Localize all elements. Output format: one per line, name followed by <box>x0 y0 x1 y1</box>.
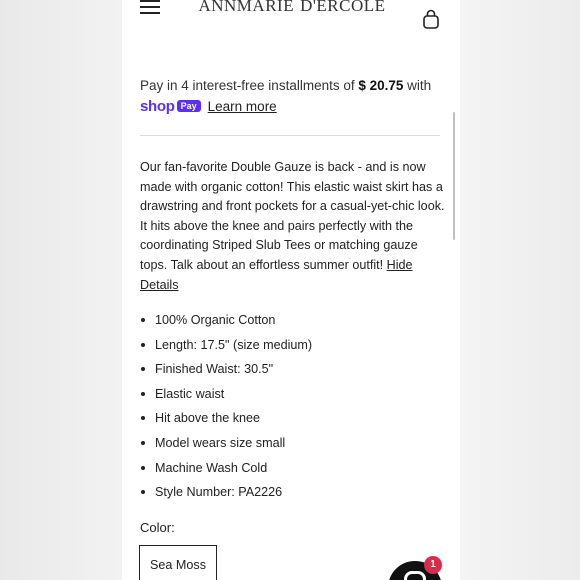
list-item: Model wears size small <box>155 431 455 456</box>
installment-prefix: Pay in 4 interest-free installments of <box>140 78 359 93</box>
color-option-label: Sea Moss <box>150 558 206 572</box>
notification-badge: 1 <box>424 556 442 574</box>
product-page <box>122 0 460 580</box>
list-item: Length: 17.5" (size medium) <box>155 333 455 358</box>
logo-text-left: ANNMARIE <box>198 0 295 15</box>
color-label: Color: <box>140 520 175 535</box>
shopping-bag-icon[interactable] <box>422 8 440 30</box>
list-item: Elastic waist <box>155 382 455 407</box>
background-left <box>0 0 122 580</box>
list-item: Style Number: PA2226 <box>155 480 455 505</box>
logo-text-right: D'ERCOLE <box>300 0 386 15</box>
list-item: Hit above the knee <box>155 406 455 431</box>
divider <box>140 135 440 136</box>
list-item: Machine Wash Cold <box>155 456 455 481</box>
shop-pay-row <box>140 96 277 116</box>
installment-info <box>140 76 440 96</box>
list-item: Finished Waist: 30.5" <box>155 357 455 382</box>
learn-more-link[interactable]: Learn more <box>207 98 277 114</box>
description-text: Our fan-favorite Double Gauze is back - and is now made with organic cotton! This elastic waist skirt has a drawstring and front pockets for a casual-yet-chic look. It hits above the knee and pairs perfectly with the coordinating Striped Slub Tees or matching gauze tops. Talk about an effortless summer outfit! <box>140 160 445 272</box>
shop-pay-logo: shop <box>140 97 175 115</box>
shop-pay-badge: Pay <box>177 100 201 112</box>
product-specs-list <box>140 308 455 505</box>
list-item: 100% Organic Cotton <box>155 308 455 333</box>
background-right <box>460 0 580 580</box>
brand-logo[interactable] <box>198 0 386 18</box>
installment-amount: $ 20.75 <box>358 78 404 93</box>
hide-details-link[interactable]: Hide Details <box>140 257 413 292</box>
scrollbar[interactable] <box>453 112 455 240</box>
menu-icon[interactable] <box>140 0 160 14</box>
chat-bubble-icon <box>404 571 426 580</box>
color-option-sea-moss[interactable] <box>139 545 217 580</box>
product-description <box>140 158 445 295</box>
installment-suffix: with <box>403 78 432 93</box>
